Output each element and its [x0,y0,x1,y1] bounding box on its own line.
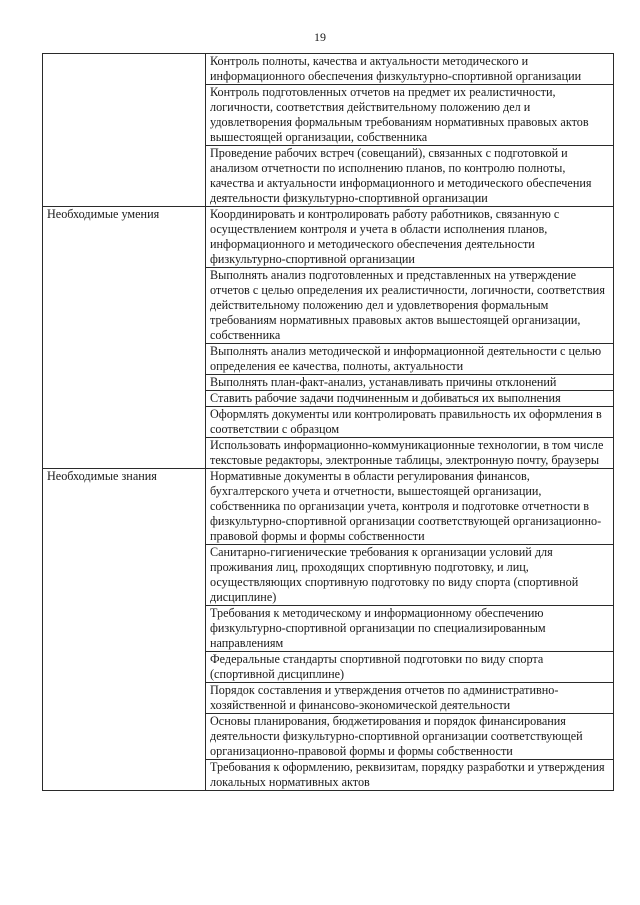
table-cell: Оформлять документы или контролировать правильность их оформления в соответствии с образцом [206,407,614,438]
table-row [43,207,614,268]
table-cell: Нормативные документы в области регулирования финансов, бухгалтерского учета и отчетности, вышестоящей организации, собственника по организации учета, контроля и подготовке отчетности в физкультурно-спортивной организации соответствующей организационно-правовой формы и формы собственности [206,469,614,545]
table-cell: Ставить рабочие задачи подчиненным и добиваться их выполнения [206,391,614,407]
table-row [43,54,614,85]
table-cell: Контроль полноты, качества и актуальности методического и информационного обеспечения физкультурно-спортивной организации [206,54,614,85]
table-cell: Координировать и контролировать работу работников, связанную с осуществлением контроля и учета в области исполнения планов, информационного и методического обеспечения деятельности физкультурно-спортивной организации [206,207,614,268]
table-cell: Требования к оформлению, реквизитам, порядку разработки и утверждения локальных нормативных актов [206,760,614,791]
section-label [43,54,206,207]
section-label-knowledge: Необходимые знания [43,469,206,791]
table-cell: Выполнять анализ подготовленных и представленных на утверждение отчетов с целью определения их реалистичности, логичности, соответствия действительному положению дел и удовлетворения формальным требованиям нормативных правовых актов вышестоящей организации, собственника [206,268,614,344]
table-row [43,469,614,545]
table-cell: Порядок составления и утверждения отчетов по административно-хозяйственной и финансово-экономической деятельности [206,683,614,714]
table-cell: Выполнять анализ методической и информационной деятельности с целью определения ее качества, полноты, актуальности [206,344,614,375]
page-number: 19 [314,30,326,44]
table-cell: Использовать информационно-коммуникационные технологии, в том числе текстовые редакторы, электронные таблицы, электронную почту, браузеры [206,438,614,469]
table-cell: Федеральные стандарты спортивной подготовки по виду спорта (спортивной дисциплине) [206,652,614,683]
table-cell: Санитарно-гигиенические требования к организации условий для проживания лиц, проходящих спортивную подготовку, и лиц, осуществляющих спортивную подготовку по виду спорта (спортивной дисциплине) [206,545,614,606]
table-cell: Проведение рабочих встреч (совещаний), связанных с подготовкой и анализом отчетности по исполнению планов, по контролю полноты, качества и актуальности информационного и методического обеспечения деятельности физкультурно-спортивной организации [206,146,614,207]
table-cell: Выполнять план-факт-анализ, устанавливать причины отклонений [206,375,614,391]
table-cell: Основы планирования, бюджетирования и порядок финансирования деятельности физкультурно-спортивной организации соответствующей организационно-правовой формы и формы собственности [206,714,614,760]
table-cell: Контроль подготовленных отчетов на предмет их реалистичности, логичности, соответствия действительному положению дел и удовлетворения формальным требованиям нормативных правовых актов вышестоящей организации, собственника [206,85,614,146]
table-cell: Требования к методическому и информационному обеспечению физкультурно-спортивной организации по специализированным направлениям [206,606,614,652]
qualification-table [42,53,614,791]
section-label-skills: Необходимые умения [43,207,206,469]
